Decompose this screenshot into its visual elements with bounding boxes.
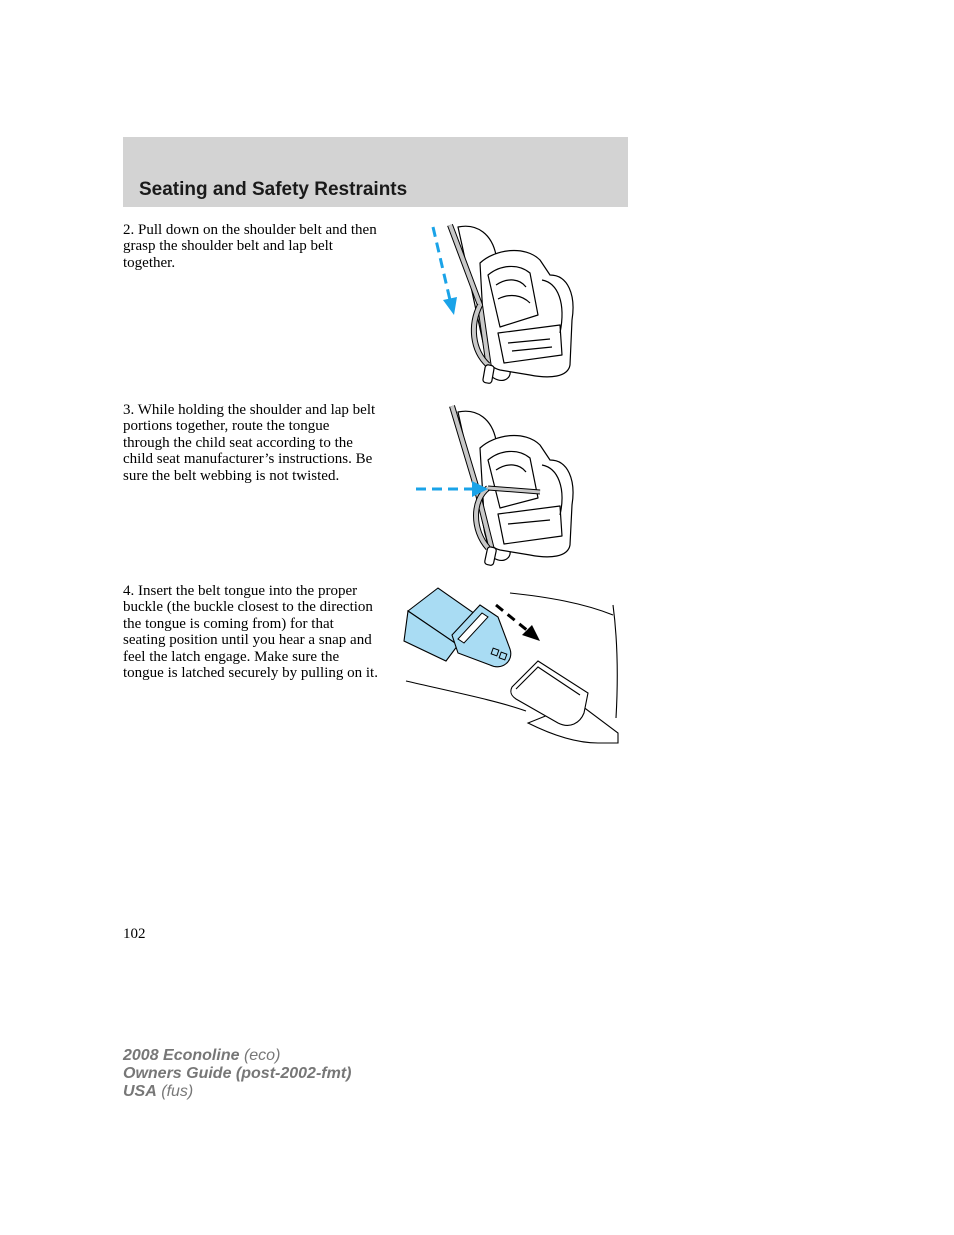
document-footer (123, 1047, 351, 1101)
footer-market: USA (123, 1083, 157, 1100)
step-4-text: 4. Insert the belt tongue into the proper buckle (the buckle closest to the direction the tongue is coming from) for that seating position until you hear a snap and feel the latch engage. Make sure the tongue is latched securely by pulling on it. (123, 583, 378, 682)
section-title: Seating and Safety Restraints (139, 179, 408, 200)
child-seat-pull-belt-illustration (400, 215, 600, 390)
footer-model: 2008 Econoline (123, 1047, 240, 1064)
buckle-insert-illustration (398, 583, 628, 745)
footer-model-code: (eco) (243, 1047, 281, 1064)
step-3-text: 3. While holding the shoulder and lap belt portions together, route the tongue through the child seat according to the child seat manufacturer’s instructions. Be sure the belt webbing is not twisted. (123, 402, 376, 484)
step-2-text: 2. Pull down on the shoulder belt and then grasp the shoulder belt and lap belt together. (123, 222, 377, 271)
child-seat-route-belt-illustration (400, 400, 600, 570)
footer-guide: Owners Guide (post-2002-fmt) (123, 1065, 352, 1082)
section-header-band (123, 137, 628, 207)
page-number: 102 (123, 926, 146, 942)
footer-market-code: (fus) (161, 1083, 194, 1100)
